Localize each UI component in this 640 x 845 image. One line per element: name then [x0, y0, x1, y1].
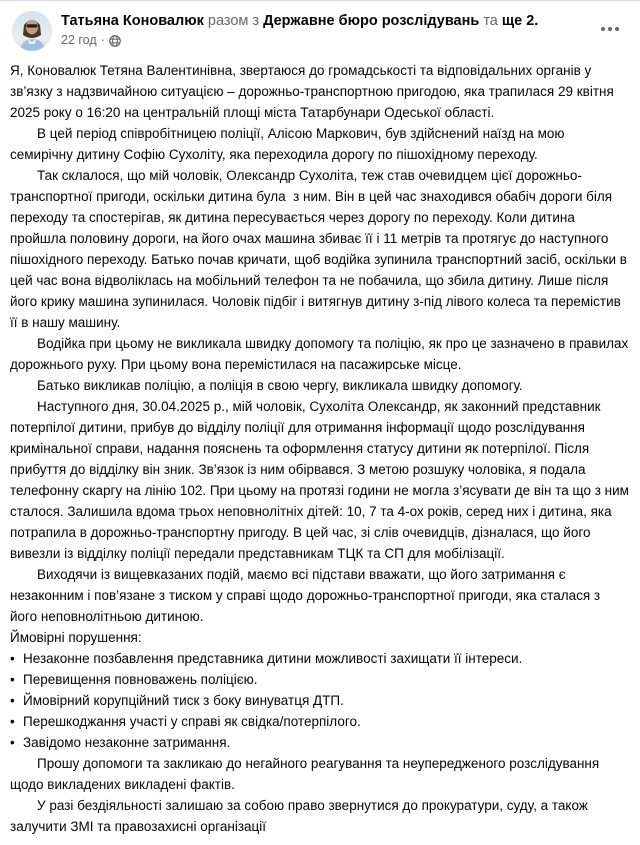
violation-text: Перешкоджання участі у справі як свідка/потерпілого. — [23, 714, 361, 729]
violation-item — [10, 711, 630, 732]
post-paragraph: В цей період співробітницею поліції, Алісою Маркович, був здійснений наїзд на мою семирічну дитину Софію Сухоліту, яка переходила дорогу по пішохідному переходу. — [10, 126, 565, 162]
post-paragraph: Виходячи із вищевказаних подій, маємо всі підстави вважати, що його затримання є незаконним і пов’язане з тиском у справі щодо дорожньо-транспортної пригоди, яка сталася з його неповнолітньою дитиною. — [10, 567, 601, 624]
post-paragraph: Прошу допомоги та закликаю до негайного реагування та неупередженого розслідування щодо викладених викладені фактів. — [10, 756, 600, 792]
more-tags-link[interactable]: ще 2. — [501, 13, 539, 29]
violations-list — [10, 648, 630, 753]
violation-item — [10, 648, 630, 669]
and-label: та — [483, 13, 498, 29]
with-label: разом з — [207, 13, 260, 29]
tagged-page-link[interactable]: Державне бюро розслідувань — [263, 13, 480, 29]
meta-separator: · — [100, 33, 105, 47]
violation-text: Перевищення повноважень поліцією. — [23, 672, 258, 687]
post-paragraph: Наступного дня, 30.04.2025 р., мій чоловік, Сухоліта Олександр, як законний представник потерпілої дитини, прибув до відділу поліції для отримання інформації щодо розслідування кримінальної справи, надання пояснень та оформлення статусу дитини як потерпілої. Після прибуття до відділку він зник. Зв’язок із ним обірвався. З метою розшуку чоловіка, я подала телефонну скаргу на лінію 102. При цьому на протязі години не могла з’ясувати де він та що з ним сталося. Залишила вдома трьох неповнолітніх дітей: 10, 7 та 4-ох років, серед них і дитина, яка потрапила в дорожньо-транспортну пригоду. В цей час, зі слів очевидців, дізналася, що його вивезли із відділку поліції передали представникам ТЦК та СП для мобілізації. — [10, 399, 629, 561]
post-paragraph: Водійка при цьому не викликала швидку допомогу та поліцію, як про це зазначено в правилах дорожнього руху. При цьому вона перемістилася на пасажирське місце. — [10, 336, 629, 372]
post-header — [0, 1, 640, 56]
violation-item — [10, 669, 630, 690]
violation-item — [10, 732, 630, 753]
post-paragraph: Так склалося, що мій чоловік, Олександр Сухоліта, теж став очевидцем цієї дорожньо-транспортної пригоди, оскільки дитина була з ним. Він в цей час знаходився обабіч дороги біля переходу та спостерігав, як дитина пересувається через дорогу по переходу. Коли дитина пройшла половину дороги, на його очах машина збиває її і 11 метрів та протягує до наступного пішохідного переходу. Батько почав кричати, щоб водійка зупинила транспортний засіб, оскільки в цей час вона відволіклась на мобільний телефон та не побачила, що збила дитину. Лише після його крику машина зупинилася. Чоловік підбіг і витягнув дитину з-під лівого колеса та перемістив її в нашу машину. — [10, 168, 627, 330]
bullet-icon: • — [10, 651, 15, 666]
post-paragraph: Я, Коновалюк Тетяна Валентинівна, звертаюся до громадськості та відповідальних органів у зв’язку з надзвичайною ситуацією – дорожньо-транспортною пригодою, яка трапилася 29 квітня 2025 року о 16:20 на центральній площі міста Татарбунари Одеської області. — [10, 63, 614, 120]
post-meta — [61, 32, 628, 49]
post-paragraph: Батько викликав поліцію, а поліція в свою чергу, викликала швидку допомогу. — [37, 378, 523, 393]
violation-text: Ймовірний корупційний тиск з боку винуватця ДТП. — [23, 693, 344, 708]
post-byline — [61, 12, 628, 31]
violation-text: Завідомо незаконне затримання. — [23, 735, 231, 750]
ellipsis-icon — [601, 27, 619, 31]
globe-icon — [109, 35, 121, 47]
author-link[interactable]: Татьяна Коновалюк — [61, 13, 204, 29]
post-header-text — [61, 11, 628, 49]
violation-text: Незаконне позбавлення представника дитини можливості захищати її інтереси. — [23, 651, 523, 666]
violation-item — [10, 690, 630, 711]
violations-heading: Ймовірні порушення: — [10, 630, 142, 645]
timestamp-link[interactable]: 22 год — [61, 33, 97, 47]
post-menu-button[interactable] — [594, 17, 626, 41]
post-paragraph: У разі бездіяльності залишаю за собою право звернутися до прокуратури, суду, а також залучити ЗМІ та правозахисні організації — [10, 798, 588, 834]
avatar[interactable] — [12, 11, 52, 51]
post-text — [0, 56, 640, 845]
avatar-photo — [12, 11, 52, 51]
bullet-icon: • — [10, 714, 15, 729]
bullet-icon: • — [10, 693, 15, 708]
bullet-icon: • — [10, 735, 15, 750]
bullet-icon: • — [10, 672, 15, 687]
